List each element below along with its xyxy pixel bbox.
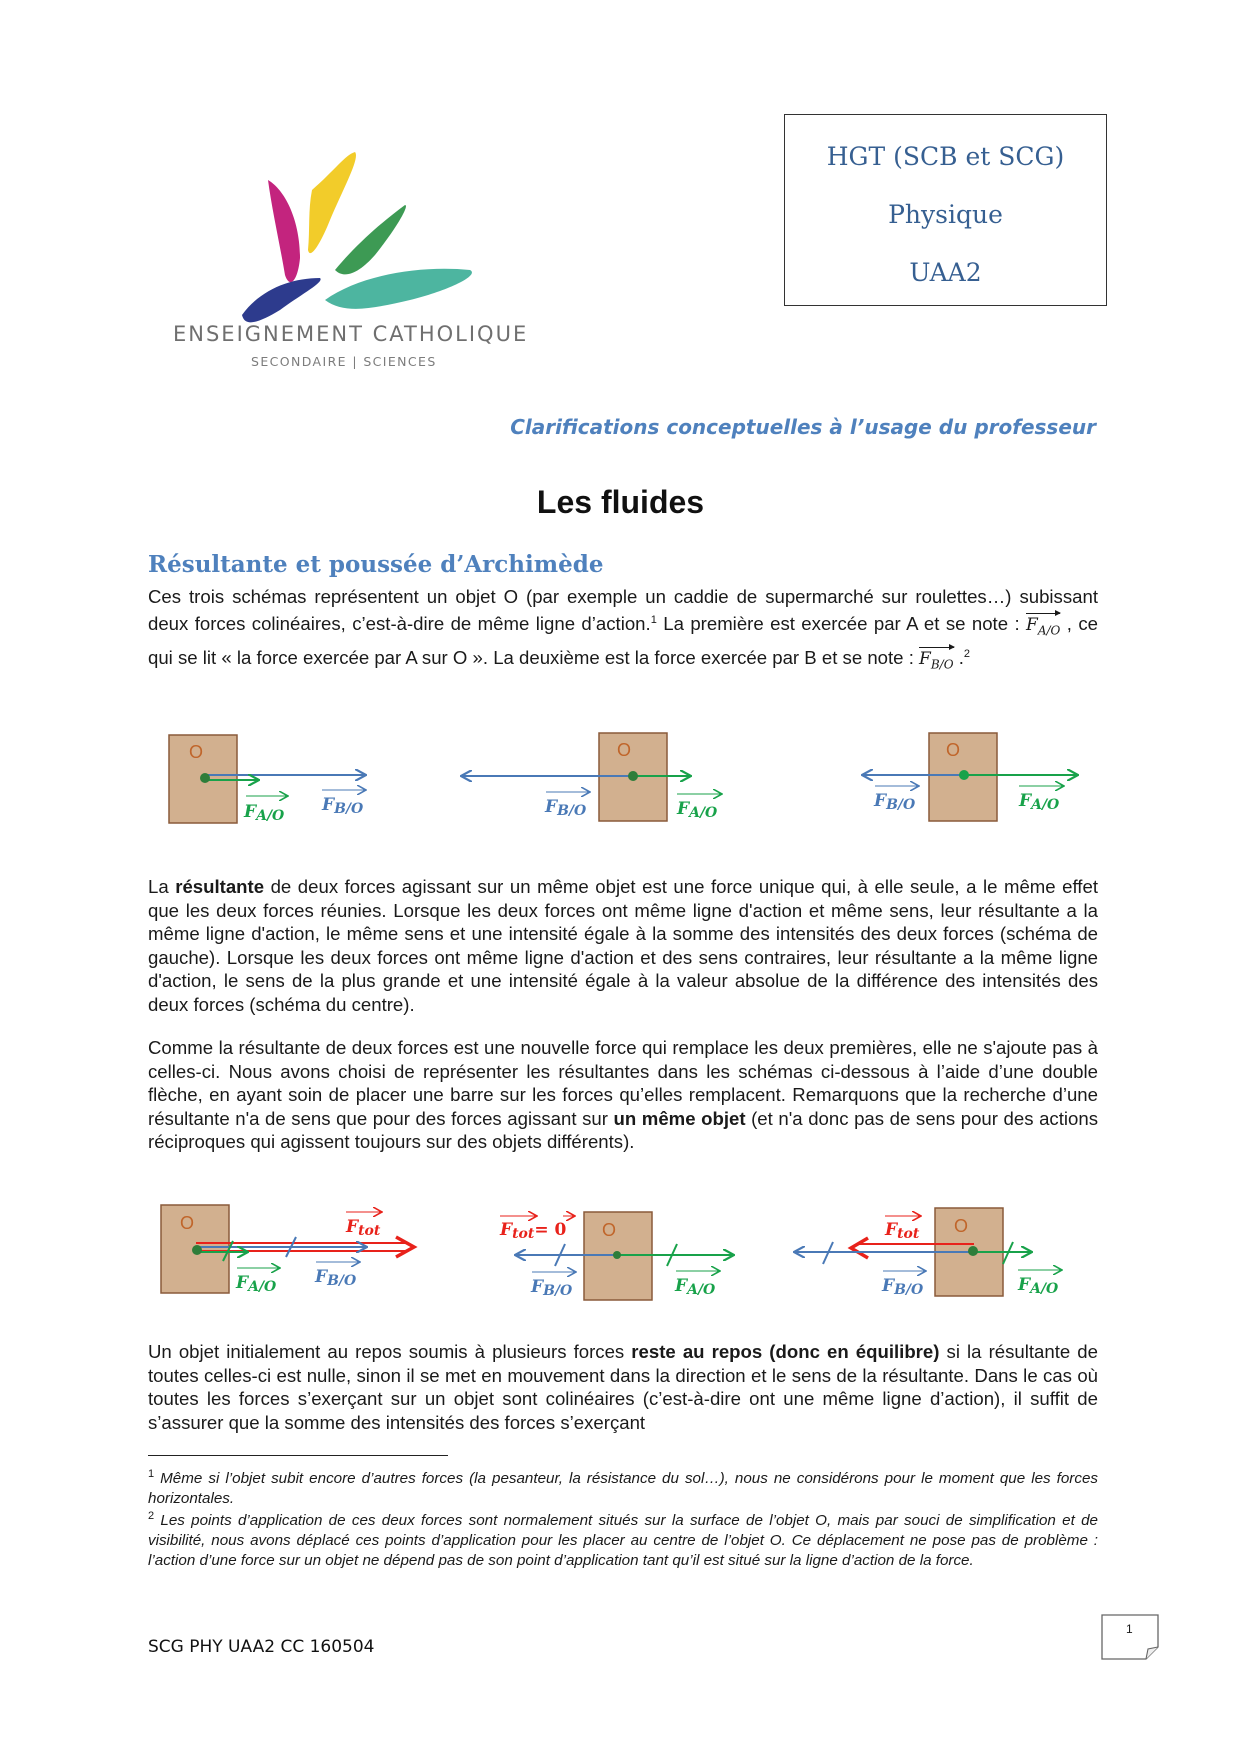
application-point	[613, 1251, 621, 1259]
footnote-ref-1[interactable]: 1	[650, 613, 657, 626]
header-course-line: HGT (SCB et SCG)	[826, 142, 1065, 171]
page-number: 1	[1126, 1622, 1133, 1636]
document-code: SCG PHY UAA2 CC 160504	[148, 1637, 375, 1657]
equilibrium-paragraph: Un objet initialement au repos soumis à plusieurs forces reste au repos (donc en équilibre) si la résultante de toutes celles-ci est nulle, sinon il se met en mouvement dans la direction et le sens de la résultante. Dans le cas où toutes les forces s’exerçant sur un objet sont colinéaires (c’est-à-dire ont une même ligne d’action), il suffit de s’assurer que la somme des intensités des forces s’exerçant	[148, 1341, 1098, 1433]
label-FAO: FA/O	[677, 799, 718, 821]
application-point	[959, 770, 969, 780]
vector-FAO: $F_{A/O}$	[1026, 614, 1061, 638]
header-unit-line: UAA2	[909, 258, 982, 287]
object-label: O	[946, 740, 961, 760]
section-heading: Résultante et poussée d’Archimède	[148, 551, 604, 578]
schema-resultant-zero	[499, 1212, 733, 1300]
forces-diagram-row-1	[0, 720, 1241, 840]
label-FAO: FA/O	[244, 802, 285, 824]
object-label: O	[617, 740, 632, 760]
label-FBO: FB/O	[882, 1276, 924, 1298]
page-title: Les fluides	[536, 484, 705, 520]
object-label: O	[180, 1213, 195, 1233]
intro-paragraph: Ces trois schémas représentent un objet O (par exemple un caddie de supermarché sur roulettes…) subissant deux forces colinéaires, c’est-à-dire de même ligne d’action.$^1$ La première est exercée par A et se note : $F_{A/O}$ , ce qui se lit « la force exercée par A sur O ». La deuxième est la force exercée par B et se note : $F_{B/O}$ .$^2$	[148, 585, 1098, 677]
footnote-2: $^2$ Les points d’application de ces deux forces sont normalement situés sur la surface de l’objet O, mais par souci de simplification et de visibilité, nous avons déplacé ces points d’application pour les placer au centre de l’objet O. Ce déplacement ne pose pas de problème : l’action d’une force sur un objet ne dépend pas de son point d’application tant qu’il est situé sur la ligne d’action de la force.	[148, 1510, 1098, 1570]
logo-text-line1: ENSEIGNEMENT CATHOLIQUE	[173, 322, 529, 346]
label-FBO: FB/O	[874, 791, 916, 813]
schema-same-direction	[169, 735, 366, 824]
footnote-1: $^1$ Même si l’objet subit encore d’autres forces (la pesanteur, la résistance du sol…), nous ne considérons pour le moment que les forces horizontales.	[148, 1468, 1098, 1508]
resultant-arrow-head	[396, 1237, 414, 1257]
resultant-paragraph: La résultante de deux forces agissant sur un même objet est une force unique qui, à elle seule, a le même effet que les deux forces réunies. Lorsque les deux forces ont même ligne d'action et même sens, leur résultante a la même ligne d'action, le même sens et une intensité égale à la somme des intensités des deux forces (schéma de gauche). Lorsque les deux forces ont même ligne d'action et des sens contraires, leur résultante a la même ligne d'action, le sens de la plus grande et une intensité égale à la valeur absolue de la différence des intensités des deux forces (schéma du centre).	[148, 876, 1098, 1015]
replacement-paragraph: Comme la résultante de deux forces est une nouvelle force qui remplace les deux premières, elle ne s'ajoute pas à celles-ci. Nous avons choisi de représenter les résultantes dans les schémas ci-dessous à l’aide d’une double flèche, en ayant soin de placer une barre sur les forces qu’elles remplacent. Remarquons que la recherche d’une résultante n'a de sens que pour des forces agissant sur un même objet (et n'a donc pas de sens pour des actions réciproques qui agissent toujours sur des objets différents).	[148, 1037, 1098, 1153]
footnote-ref-2[interactable]: 2	[963, 647, 970, 660]
application-point	[628, 771, 638, 781]
document-subtitle: Clarifications conceptuelles à l’usage du professeur	[510, 415, 1096, 439]
label-FAO: FA/O	[1018, 1275, 1059, 1297]
application-point	[192, 1245, 202, 1255]
application-point	[200, 773, 210, 783]
forces-diagram-row-2	[0, 1195, 1241, 1315]
label-FBO: FB/O	[545, 797, 587, 819]
label-Ftot: Ftot	[346, 1217, 381, 1239]
schema-resultant-opposite	[795, 1208, 1062, 1298]
resultant-arrow-head	[851, 1238, 868, 1258]
label-FAO: FA/O	[1019, 791, 1060, 813]
label-FBO: FB/O	[531, 1277, 573, 1299]
label-Ftot: Ftot	[885, 1220, 920, 1242]
schema-resultant-same-direction	[161, 1205, 414, 1295]
object-label: O	[602, 1220, 617, 1240]
label-FBO: FB/O	[315, 1267, 357, 1289]
object-label: O	[189, 742, 204, 762]
logo-text-line2: SECONDAIRE | SCIENCES	[251, 354, 437, 369]
application-point	[968, 1246, 978, 1256]
label-Ftot-zero: Ftot= 0	[500, 1220, 567, 1242]
course-header-box	[784, 114, 1107, 306]
vector-FBO: $F_{B/O}$	[919, 648, 954, 672]
label-FAO: FA/O	[675, 1276, 716, 1298]
label-FBO: FB/O	[322, 795, 364, 817]
footnote-separator	[148, 1455, 448, 1456]
page-number-box	[1100, 1613, 1160, 1661]
schema-opposite-direction-right	[863, 733, 1077, 821]
object-label: O	[954, 1216, 969, 1236]
schema-opposite-direction-left	[462, 733, 722, 821]
label-FAO: FA/O	[236, 1273, 277, 1295]
header-subject-line: Physique	[888, 200, 1003, 229]
